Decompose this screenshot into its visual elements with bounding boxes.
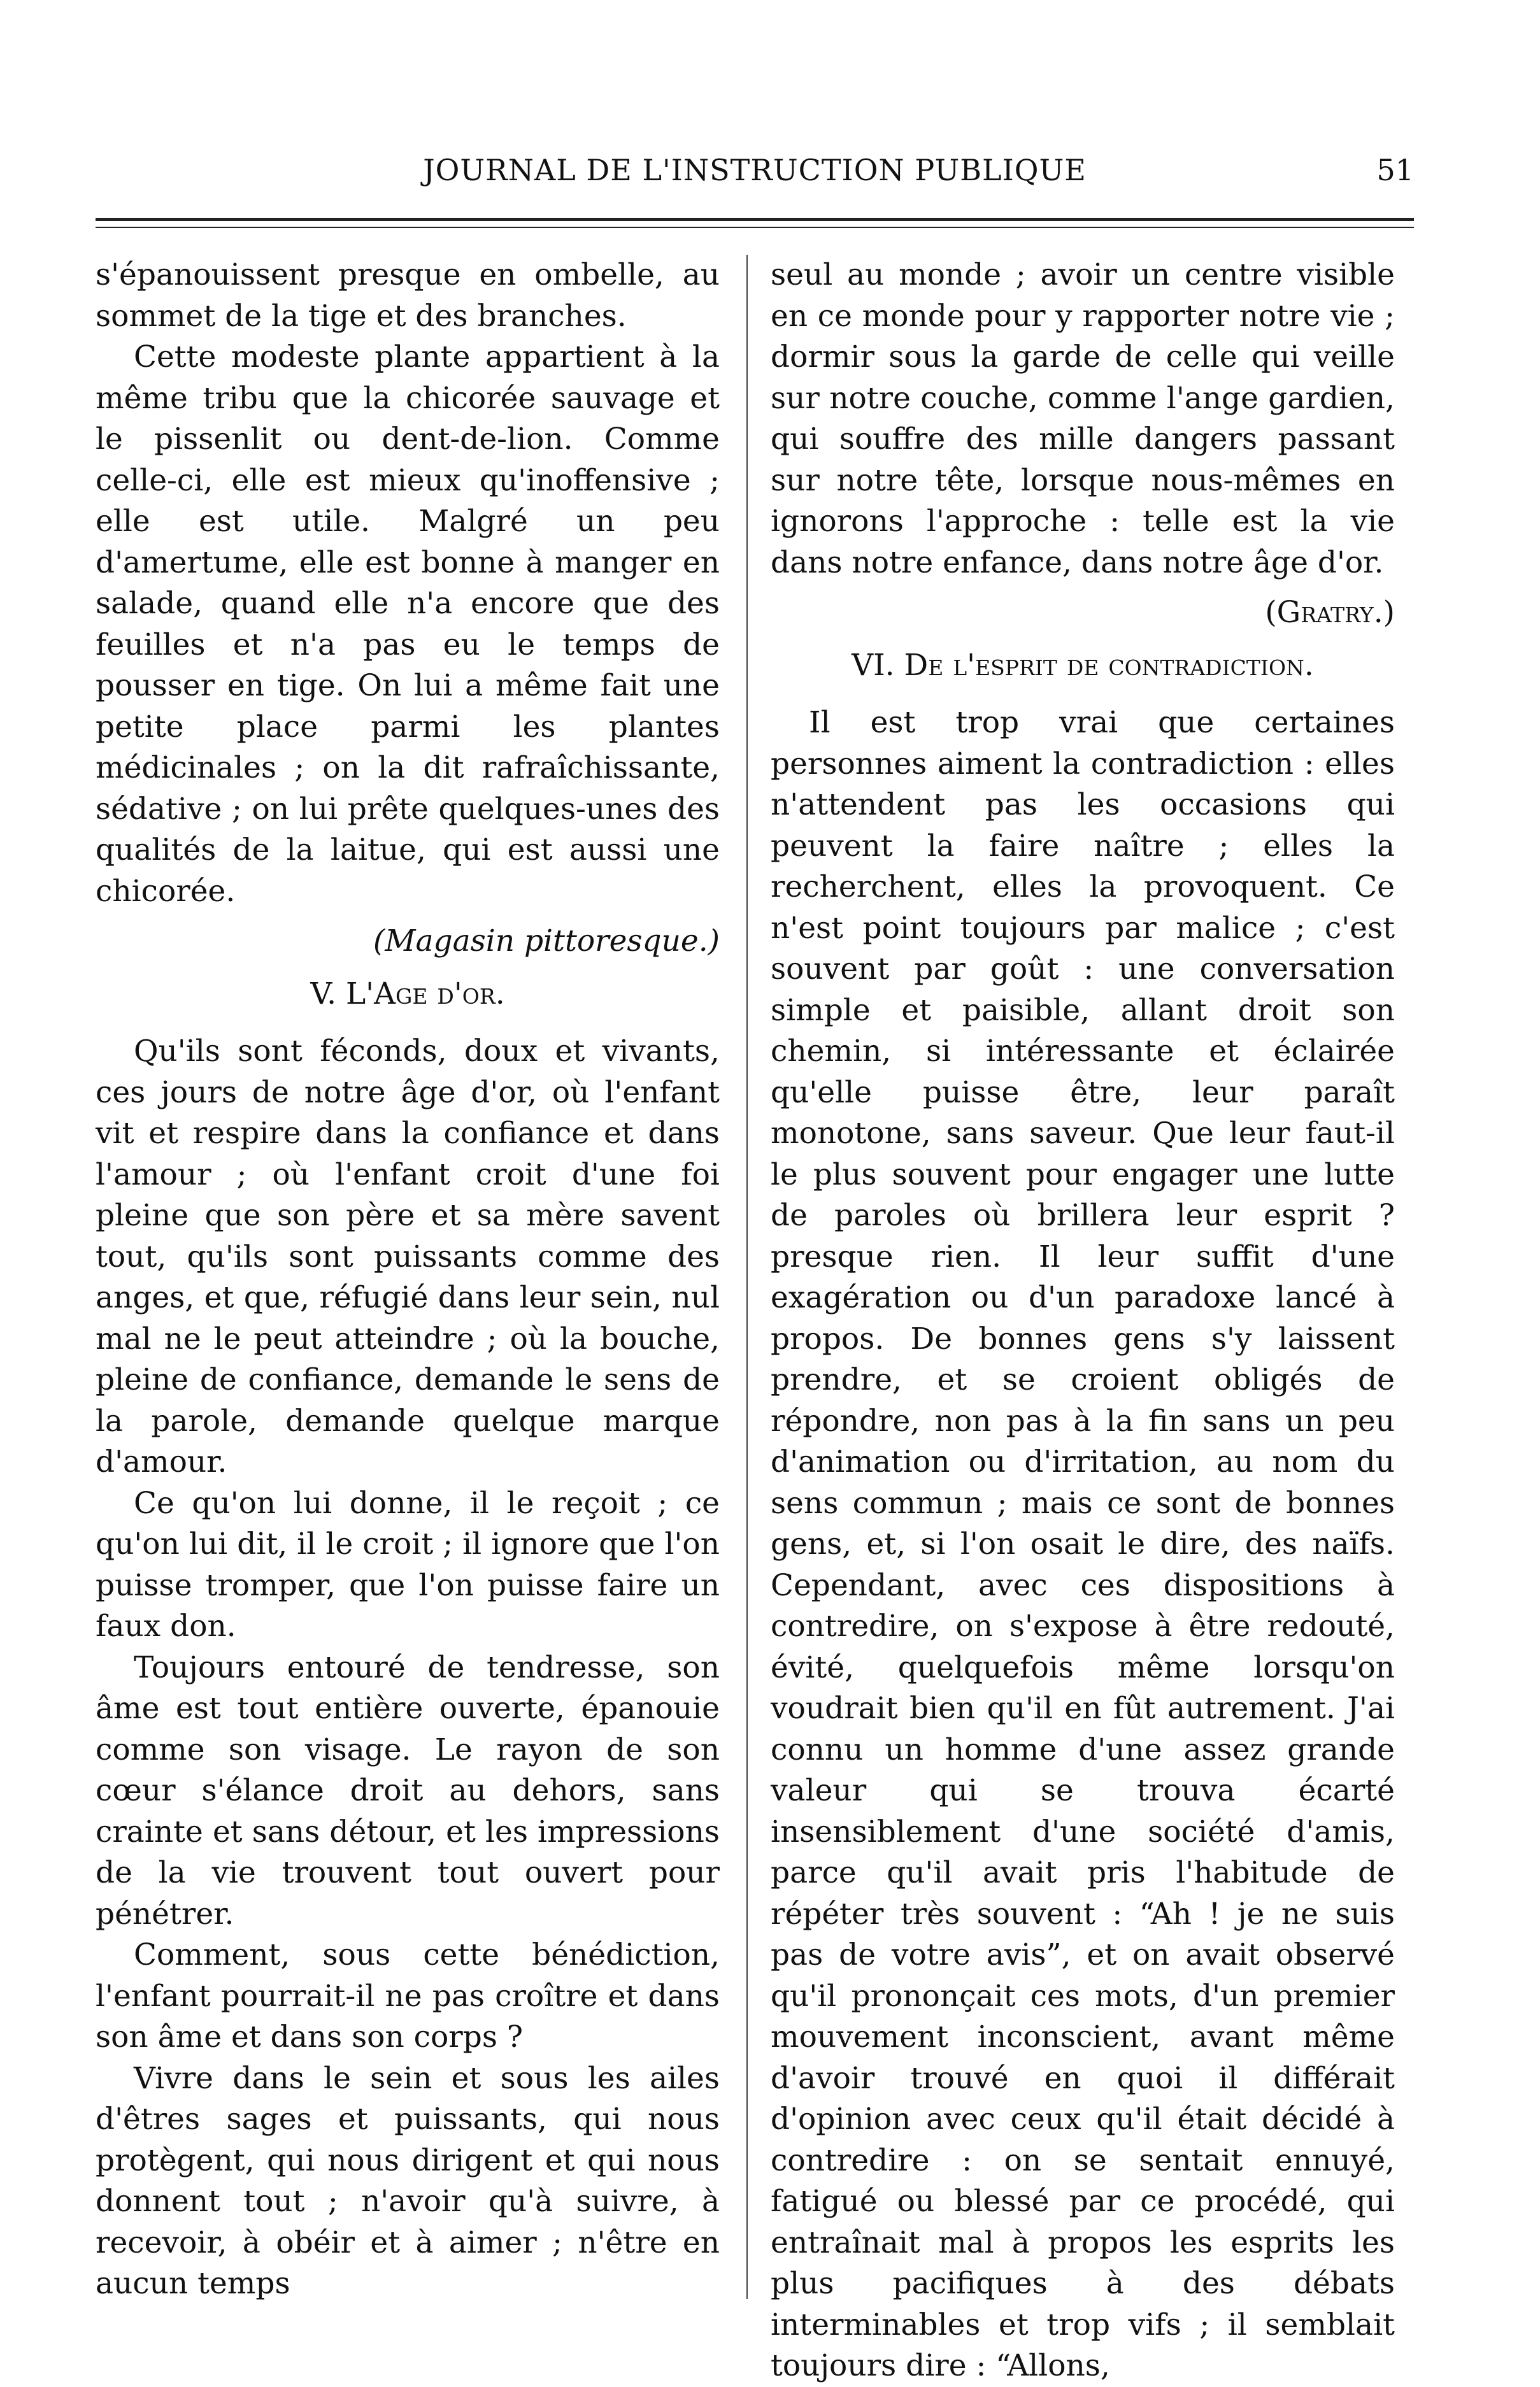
section-number: V. bbox=[310, 976, 337, 1011]
right-paragraph-2: Il est trop vrai que certaines personnes aiment la contradiction : elles n'attendent pas les occasions qui peuvent la faire naître ; elles la recherchent, elles la provoquent. Ce n'est point toujours par malice ; c'est souvent par goût : une conversation simple et paisible, allant droit son chemin, si intéressante et éclairée qu'elle puisse être, leur paraît monotone, sans saveur. Que leur faut-il le plus souvent pour engager une lutte de paroles où brillera leur esprit ? presque rien. Il leur suffit d'une exagération ou d'un paradoxe lancé à propos. De bonnes gens s'y laissent prendre, et se croient obligés de répondre, non pas à la fin sans un peu d'animation ou d'irritation, au nom du sens commun ; mais ce sont de bonnes gens, et, si l'on osait le dire, des naïfs. Cependant, avec ces dispositions à contredire, on s'expose à être redouté, évité, quelquefois même lorsqu'on voudrait bien qu'il en fût autrement. J'ai connu un homme d'une assez grande valeur qui se trouva écarté insensiblement d'une société d'amis, parce qu'il avait pris l'habitude de répéter très souvent : “Ah ! je ne suis pas de votre avis”, et on avait observé qu'il prononçait ces mots, d'un premier mouvement inconscient, avant même d'avoir trouvé en quoi il différait d'opinion avec ceux qu'il était décidé à contredire : on se sentait ennuyé, fatigué ou blessé par ce procédé, qui entraînait mal à propos les esprits les plus pacifiques à des débats interminables et trop vifs ; il semblait toujours dire : “Allons, bbox=[771, 705, 1395, 2383]
page-number: 51 bbox=[1376, 153, 1414, 187]
left-paragraph-3: Qu'ils sont féconds, doux et vivants, ces jours de notre âge d'or, où l'enfant vit et respire dans la confiance et dans l'amour ; où l'enfant croit d'une foi pleine que son père et sa mère savent tout, qu'ils sont puissants comme des anges, et que, réfugié dans leur sein, nul mal ne le peut atteindre ; où la bouche, pleine de confiance, demande le sens de la parole, demande quelque marque d'amour. bbox=[96, 1034, 720, 1479]
left-paragraph-2: Cette modeste plante appartient à la même tribu que la chicorée sauvage et le pissenlit ou dent-de-lion. Comme celle-ci, elle est mieux qu'inoffensive ; elle est utile. Malgré un peu d'amertume, elle est bonne à manger en salade, quand elle n'a encore que des feuilles et n'a pas eu le temps de pousser en tige. On lui a même fait une petite place parmi les plantes médicinales ; on la dit rafraîchissante, sédative ; on lui prête quelques-unes des qualités de la laitue, qui est aussi une chicorée. bbox=[96, 339, 720, 909]
left-paragraph-1: s'épanouissent presque en ombelle, au sommet de la tige et des branches. bbox=[96, 257, 720, 334]
journal-page bbox=[96, 140, 1414, 2383]
section-heading-vi bbox=[771, 645, 1395, 687]
journal-title: JOURNAL DE L'INSTRUCTION PUBLIQUE bbox=[423, 153, 1087, 187]
left-paragraph-7: Vivre dans le sein et sous les ailes d'êtres sages et puissants, qui nous protègent, qui nous dirigent et qui nous donnent tout ; n'avoir qu'à suivre, à recevoir, à obéir et à aimer ; n'être en aucun temps bbox=[96, 2060, 720, 2301]
left-paragraph-6: Comment, sous cette bénédiction, l'enfant pourrait-il ne pas croître et dans son âme et dans son corps ? bbox=[96, 1937, 720, 2055]
running-header bbox=[96, 153, 1414, 210]
section-title: L'Age d'or. bbox=[345, 976, 505, 1011]
right-column bbox=[771, 255, 1395, 2387]
column-divider bbox=[746, 255, 748, 2299]
left-paragraph-5: Toujours entouré de tendresse, son âme est tout entière ouverte, épanouie comme son visage. Le rayon de son cœur s'élance droit au dehors, sans crainte et sans détour, et les impressions de la vie trouvent tout ouvert pour pénétrer. bbox=[96, 1650, 720, 1932]
source-attribution-magasin: (Magasin pittoresque.) bbox=[373, 923, 720, 958]
left-column bbox=[96, 255, 720, 2305]
section-title: De l'esprit de contradiction. bbox=[904, 647, 1314, 683]
right-paragraph-1: seul au monde ; avoir un centre visible en ce monde pour y rapporter notre vie ; dormir sous la garde de celle qui veille sur notre couche, comme l'ange gardien, qui souffre des mille dangers passant sur notre tête, lorsque nous-mêmes en ignorons l'approche : telle est la vie dans notre enfance, dans notre âge d'or. bbox=[771, 257, 1395, 580]
section-number: VI. bbox=[852, 647, 895, 683]
header-rule-thin bbox=[96, 227, 1414, 228]
source-attribution-gratry: (Gratry.) bbox=[1265, 595, 1395, 630]
header-rule bbox=[96, 218, 1414, 221]
left-paragraph-4: Ce qu'on lui donne, il le reçoit ; ce qu'on lui dit, il le croit ; il ignore que l'on puisse tromper, que l'on puisse faire un faux don. bbox=[96, 1485, 720, 1644]
section-heading-v bbox=[96, 974, 720, 1015]
